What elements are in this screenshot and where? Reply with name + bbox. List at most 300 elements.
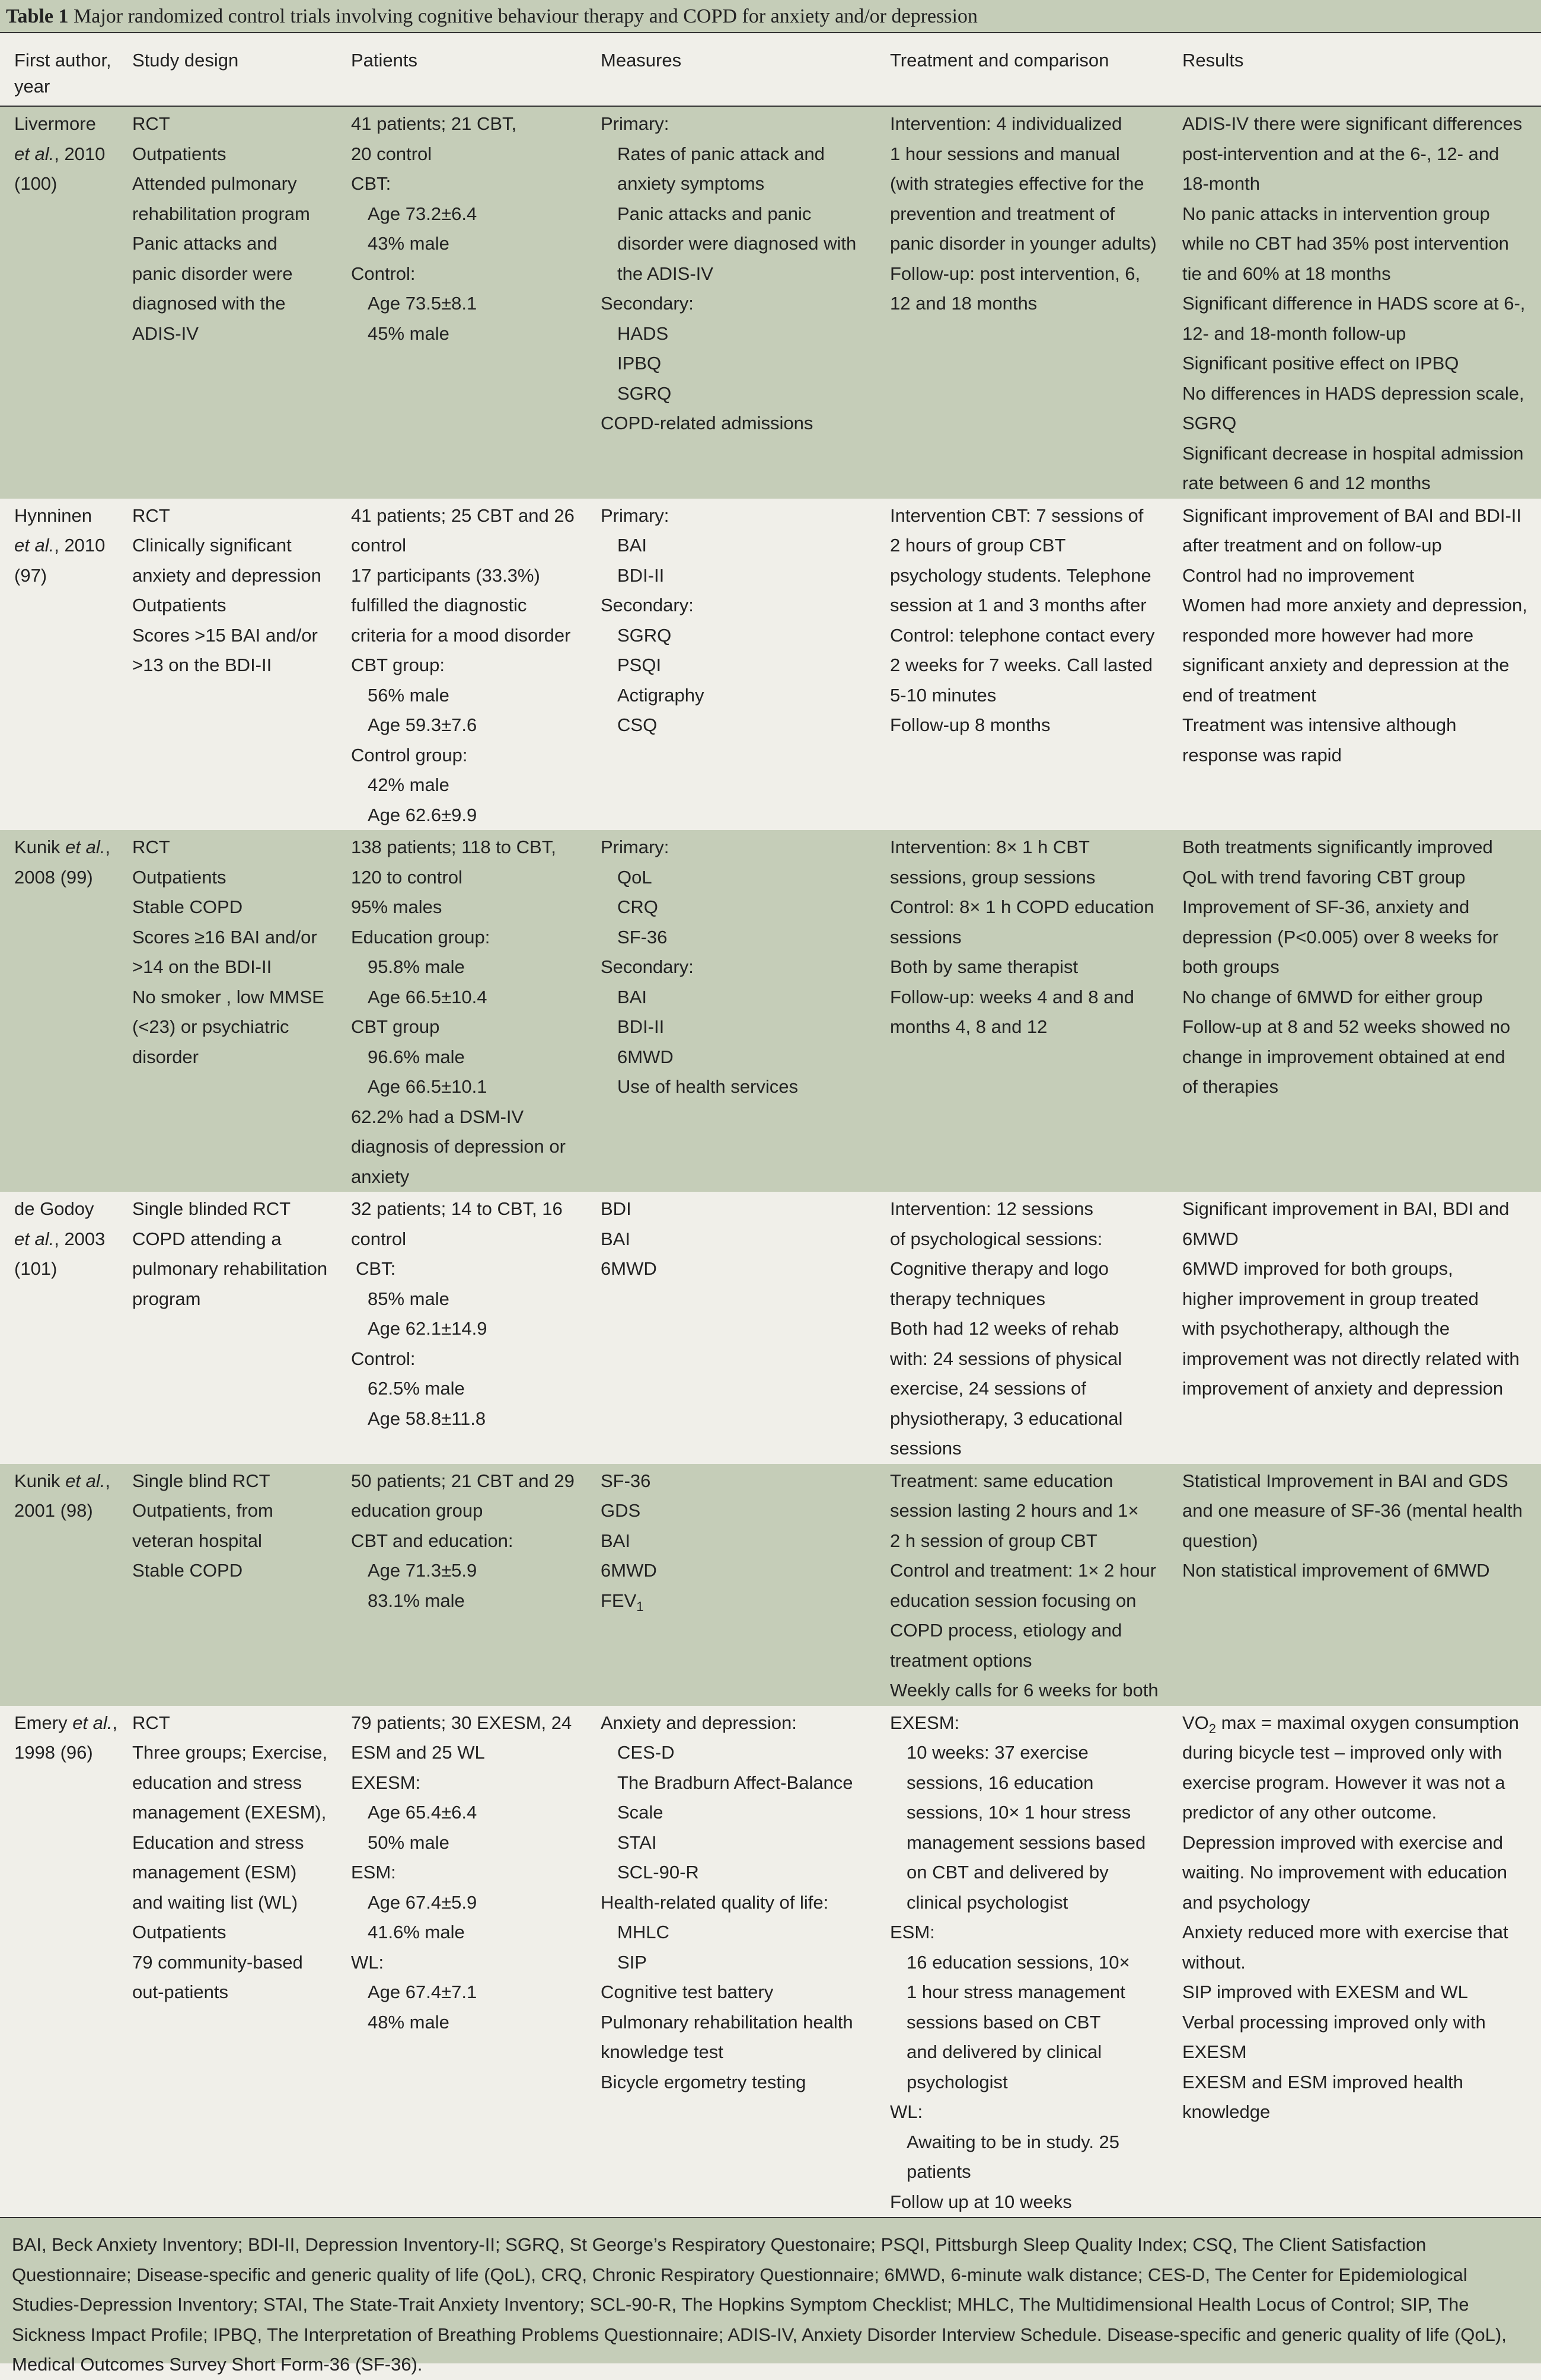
measures-line: BAI (601, 1530, 630, 1551)
treatment-line: Control and treatment: 1× 2 hour (890, 1560, 1156, 1581)
cell-treatment (876, 1464, 1168, 1706)
treatment-line: EXESM: (890, 1712, 960, 1733)
design-line: out-patients (132, 1982, 228, 2002)
treatment-line: and delivered by clinical (907, 2041, 1102, 2062)
measures-line: Cognitive test battery (601, 1982, 774, 2002)
measures-line: CSQ (617, 714, 658, 735)
patients-line: 83.1% male (368, 1590, 465, 1611)
measures-line: SGRQ (617, 382, 672, 404)
results-line: Depression improved with exercise and (1182, 1832, 1504, 1853)
design-line: management (EXESM), (132, 1802, 327, 1823)
measures-line: Actigraphy (617, 684, 704, 706)
results-line: knowledge (1182, 2101, 1271, 2122)
results-line: tie and 60% at 18 months (1182, 263, 1391, 284)
results-line: Follow-up at 8 and 52 weeks showed no (1182, 1016, 1511, 1037)
results-line: 6MWD (1182, 1228, 1239, 1249)
treatment-line: education session focusing on (890, 1590, 1137, 1611)
patients-line: Age 73.5±8.1 (368, 293, 477, 314)
treatment-line: ESM: (890, 1922, 935, 1942)
design-line: COPD attending a (132, 1228, 282, 1249)
cell-patients (337, 106, 586, 499)
results-line: Women had more anxiety and depression, (1182, 595, 1527, 615)
design-line: Education and stress (132, 1832, 304, 1853)
measures-line: Secondary: (601, 956, 694, 977)
treatment-line: management sessions based (907, 1832, 1146, 1853)
measures-line: $FEV_1$ (601, 1590, 644, 1614)
author-line: 2008 (99) (14, 866, 93, 888)
design-line: RCT (132, 1712, 170, 1733)
results-line: with psychotherapy, although the (1182, 1318, 1450, 1339)
treatment-line: sessions, 10× 1 hour stress (907, 1802, 1131, 1823)
patients-line: ESM: (351, 1862, 396, 1883)
treatment-line: physiotherapy, 3 educational (890, 1408, 1123, 1429)
cell-results (1168, 1464, 1541, 1706)
cell-results (1168, 1192, 1541, 1464)
cell-treatment (876, 1706, 1168, 2218)
patients-line: 20 control (351, 143, 432, 164)
patients-line: ESM and 25 WL (351, 1742, 485, 1763)
cell-treatment (876, 499, 1168, 831)
patients-line: Age 73.2±6.4 (368, 203, 477, 224)
results-line: Significant positive effect on IPBQ (1182, 353, 1459, 374)
measures-line: 6MWD (617, 1046, 674, 1067)
measures-line: HADS (617, 323, 669, 344)
treatment-line: 5-10 minutes (890, 684, 997, 706)
cell-author (0, 1464, 118, 1706)
measures-line: SF-36 (601, 1470, 651, 1491)
measures-line: SGRQ (617, 624, 672, 646)
treatment-line: Intervention: 4 individualized (890, 113, 1122, 134)
results-line: end of treatment (1182, 684, 1316, 706)
cell-measures (586, 106, 876, 499)
patients-line: 62.5% male (368, 1378, 465, 1399)
results-line: and one measure of SF-36 (mental health (1182, 1500, 1523, 1521)
table-footnote: BAI, Beck Anxiety Inventory; BDI-II, Depression Inventory-II; SGRQ, St George’s Respiratory Questonaire; PSQI, Pittsburgh Sleep Quality Index; CSQ, The Client Satisfaction Questionnaire; Disease-specific and generic quality of life (QoL), CRQ, Chronic Respiratory Questionnaire; 6MWD, 6-minute walk distance; CES-D, The Center for Epidemiological Studies-Depression Inventory; STAI, The State-Trait Anxiety Inventory; SCL-90-R, The Hopkins Symptom Checklist; MHLC, The Multidimensional Health Locus of Control; SIP, The Sickness Impact Profile; IPBQ, The Interpretation of Breathing Problems Questionnaire; ADIS-IV, Anxiety Disorder Interview Schedule. Disease-specific and generic quality of life (QoL), Medical Outcomes Survey Short Form-36 (SF-36). (0, 2217, 1541, 2363)
results-line: Control had no improvement (1182, 564, 1415, 586)
patients-line: Age 59.3±7.6 (368, 714, 477, 735)
design-line: anxiety and depression (132, 564, 321, 586)
measures-line: disorder were diagnosed with (617, 233, 857, 254)
design-line: Outpatients (132, 143, 226, 164)
measures-line: PSQI (617, 655, 662, 675)
measures-line: 6MWD (601, 1560, 657, 1581)
header-treatment: Treatment and comparison (890, 50, 1109, 71)
cell-patients (337, 1464, 586, 1706)
author-line: 2001 (98) (14, 1500, 93, 1521)
measures-line: Rates of panic attack and (617, 143, 825, 164)
header-row (0, 33, 1541, 106)
cell-treatment (876, 830, 1168, 1192)
results-line: Significant improvement of BAI and BDI-II (1182, 505, 1522, 526)
table-row (0, 1706, 1541, 2218)
treatment-line: 2 weeks for 7 weeks. Call lasted (890, 655, 1153, 675)
design-line: Attended pulmonary (132, 173, 297, 194)
author-line: Kunik et al., (14, 1470, 111, 1491)
results-line: Significant decrease in hospital admission (1182, 442, 1524, 464)
treatment-line: COPD process, etiology and (890, 1620, 1122, 1641)
treatment-line: Follow-up: weeks 4 and 8 and (890, 986, 1134, 1007)
patients-line: 42% male (368, 774, 449, 795)
cell-treatment (876, 1192, 1168, 1464)
cell-patients (337, 1706, 586, 2218)
results-line: Significant difference in HADS score at 6-, (1182, 293, 1526, 314)
results-line: change in improvement obtained at end (1182, 1046, 1505, 1067)
header-design: Study design (132, 50, 239, 71)
design-line: No smoker , low MMSE (132, 986, 324, 1007)
cell-design (118, 830, 337, 1192)
measures-line: CES-D (617, 1742, 675, 1763)
results-line: question) (1182, 1530, 1258, 1551)
treatment-line: sessions (890, 926, 962, 947)
author-line: (100) (14, 173, 58, 194)
table-caption (0, 0, 1541, 33)
header-measures: Measures (601, 50, 682, 71)
results-line: No panic attacks in intervention group (1182, 203, 1490, 224)
results-line: both groups (1182, 956, 1280, 977)
cell-measures (586, 1464, 876, 1706)
table-label: Table 1 (6, 5, 69, 27)
measures-line: CRQ (617, 897, 658, 917)
patients-line: Age 66.5±10.1 (368, 1076, 487, 1097)
treatment-line: 1 hour stress management (907, 1982, 1125, 2002)
design-line: >14 on the BDI-II (132, 956, 272, 977)
author-line: et al., 2010 (14, 143, 106, 164)
patients-line: 96.6% male (368, 1046, 465, 1067)
treatment-line: Follow up at 10 weeks (890, 2191, 1072, 2212)
treatment-line: 16 education sessions, 10× (907, 1951, 1130, 1973)
patients-line: 85% male (368, 1288, 449, 1309)
results-line: $VO_2$ max = maximal oxygen consumption (1182, 1712, 1519, 1736)
patients-line: CBT group (351, 1016, 440, 1037)
measures-line: Primary: (601, 837, 669, 857)
design-line: Single blind RCT (132, 1470, 270, 1491)
results-line: exercise program. However it was not a (1182, 1772, 1505, 1793)
results-line: of therapies (1182, 1076, 1278, 1097)
treatment-line: Treatment: same education (890, 1470, 1114, 1491)
patients-line: 50 patients; 21 CBT and 29 (351, 1470, 575, 1491)
treatment-line: WL: (890, 2101, 923, 2122)
treatment-line: patients (907, 2161, 971, 2182)
design-line: RCT (132, 837, 170, 857)
treatment-line: sessions (890, 1438, 962, 1459)
cell-design (118, 499, 337, 831)
patients-line: CBT: (356, 1258, 396, 1279)
results-line: improvement was not directly related with (1182, 1348, 1520, 1369)
patients-line: Age 62.1±14.9 (368, 1318, 487, 1339)
measures-line: SF-36 (617, 926, 668, 947)
table-row (0, 1192, 1541, 1464)
measures-line: the ADIS-IV (617, 263, 713, 284)
design-line: diagnosed with the (132, 293, 286, 314)
results-line: Treatment was intensive although (1182, 714, 1457, 735)
treatment-line: psychologist (907, 2071, 1008, 2092)
patients-line: Age 65.4±6.4 (368, 1802, 477, 1823)
treatment-line: Both by same therapist (890, 956, 1079, 977)
measures-line: MHLC (617, 1922, 669, 1942)
design-line: disorder (132, 1046, 199, 1067)
design-line: Three groups; Exercise, (132, 1742, 328, 1763)
measures-line: BAI (617, 535, 647, 556)
measures-line: Bicycle ergometry testing (601, 2071, 806, 2092)
cell-design (118, 106, 337, 499)
results-line: EXESM (1182, 2041, 1247, 2062)
design-line: pulmonary rehabilitation (132, 1258, 328, 1279)
cell-patients (337, 1192, 586, 1464)
patients-line: control (351, 535, 407, 556)
treatment-line: psychology students. Telephone (890, 564, 1151, 586)
cell-author (0, 499, 118, 831)
treatment-line: exercise, 24 sessions of (890, 1378, 1086, 1399)
patients-line: EXESM: (351, 1772, 421, 1793)
patients-line: CBT group: (351, 655, 445, 675)
treatment-line: treatment options (890, 1650, 1032, 1671)
treatment-line: prevention and treatment of (890, 203, 1115, 224)
patients-line: 50% male (368, 1832, 449, 1853)
results-line: improvement of anxiety and depression (1182, 1378, 1504, 1399)
table-row (0, 499, 1541, 831)
cell-measures (586, 1706, 876, 2218)
measures-line: knowledge test (601, 2041, 723, 2062)
measures-line: The Bradburn Affect-Balance (617, 1772, 853, 1793)
patients-line: control (351, 1228, 407, 1249)
cell-author (0, 106, 118, 499)
results-line: No differences in HADS depression scale, (1182, 382, 1524, 404)
treatment-line: Follow-up: post intervention, 6, (890, 263, 1141, 284)
treatment-line: 2 hours of group CBT (890, 535, 1066, 556)
results-line: after treatment and on follow-up (1182, 535, 1442, 556)
measures-line: BAI (617, 986, 647, 1007)
design-line: Clinically significant (132, 535, 292, 556)
results-line: 18-month (1182, 173, 1260, 194)
cell-results (1168, 830, 1541, 1192)
patients-line: fulfilled the diagnostic (351, 595, 527, 615)
treatment-line: Weekly calls for 6 weeks for both (890, 1680, 1159, 1701)
design-line: Scores >15 BAI and/or (132, 624, 318, 646)
measures-line: Panic attacks and panic (617, 203, 812, 224)
header-author: First author, year (14, 50, 111, 97)
header-patients: Patients (351, 50, 418, 71)
patients-line: Age 58.8±11.8 (368, 1408, 486, 1429)
author-line: Hynninen (14, 505, 92, 526)
measures-line: Health-related quality of life: (601, 1891, 829, 1913)
author-line: et al., 2003 (14, 1228, 106, 1249)
table-row (0, 1464, 1541, 1706)
design-line: Outpatients (132, 866, 226, 888)
patients-line: diagnosis of depression or (351, 1136, 566, 1157)
design-line: education and stress (132, 1772, 302, 1793)
treatment-line: Both had 12 weeks of rehab (890, 1318, 1119, 1339)
measures-line: STAI (617, 1832, 657, 1853)
results-line: response was rapid (1182, 744, 1342, 765)
results-line: waiting. No improvement with education (1182, 1862, 1507, 1883)
cell-measures (586, 830, 876, 1192)
cell-patients (337, 499, 586, 831)
design-line: management (ESM) (132, 1862, 297, 1883)
design-line: Stable COPD (132, 1560, 243, 1581)
patients-line: 120 to control (351, 866, 462, 888)
measures-line: IPBQ (617, 353, 662, 374)
design-line: Single blinded RCT (132, 1198, 291, 1219)
results-line: rate between 6 and 12 months (1182, 473, 1431, 493)
patients-line: 41 patients; 21 CBT, (351, 113, 517, 134)
results-line: SGRQ (1182, 413, 1237, 433)
treatment-line: 2 h session of group CBT (890, 1530, 1097, 1551)
design-line: panic disorder were (132, 263, 293, 284)
patients-line: WL: (351, 1951, 384, 1973)
results-line: and psychology (1182, 1891, 1310, 1913)
cell-results (1168, 499, 1541, 831)
patients-line: 41.6% male (368, 1922, 465, 1942)
table-row (0, 106, 1541, 499)
results-line: significant anxiety and depression at the (1182, 655, 1510, 675)
measures-line: BDI-II (617, 564, 665, 586)
header-results: Results (1182, 50, 1244, 71)
author-line: 1998 (96) (14, 1742, 93, 1763)
treatment-line: Intervention CBT: 7 sessions of (890, 505, 1144, 526)
measures-line: Pulmonary rehabilitation health (601, 2011, 853, 2033)
author-line: (101) (14, 1258, 58, 1279)
measures-line: Secondary: (601, 293, 694, 314)
treatment-line: 1 hour sessions and manual (890, 143, 1120, 164)
patients-line: Control group: (351, 744, 468, 765)
design-line: rehabilitation program (132, 203, 310, 224)
results-line: Improvement of SF-36, anxiety and (1182, 897, 1470, 917)
author-line: (97) (14, 564, 47, 586)
patients-line: 95% males (351, 897, 442, 917)
patients-line: 95.8% male (368, 956, 465, 977)
treatment-line: sessions, 16 education (907, 1772, 1094, 1793)
results-line: Anxiety reduced more with exercise that (1182, 1922, 1508, 1942)
measures-line: BDI-II (617, 1016, 665, 1037)
measures-line: Anxiety and depression: (601, 1712, 797, 1733)
design-line: veteran hospital (132, 1530, 262, 1551)
design-line: RCT (132, 113, 170, 134)
treatment-line: Control: 8× 1 h COPD education (890, 897, 1154, 917)
results-line: ADIS-IV there were significant differences (1182, 113, 1523, 134)
treatment-line: 12 and 18 months (890, 293, 1038, 314)
patients-line: 62.2% had a DSM-IV (351, 1106, 524, 1127)
treatment-line: Cognitive therapy and logo (890, 1258, 1109, 1279)
measures-line: anxiety symptoms (617, 173, 765, 194)
results-line: post-intervention and at the 6-, 12- and (1182, 143, 1499, 164)
measures-line: 6MWD (601, 1258, 657, 1279)
treatment-line: with: 24 sessions of physical (890, 1348, 1122, 1369)
results-line: QoL with trend favoring CBT group (1182, 866, 1466, 888)
patients-line: Age 67.4±5.9 (368, 1891, 477, 1913)
treatment-line: 10 weeks: 37 exercise (907, 1742, 1089, 1763)
results-line: SIP improved with EXESM and WL (1182, 1982, 1468, 2002)
design-line: >13 on the BDI-II (132, 655, 272, 675)
measures-line: Scale (617, 1802, 663, 1823)
patients-line: 79 patients; 30 EXESM, 24 (351, 1712, 572, 1733)
cell-author (0, 1706, 118, 2218)
author-line: et al., 2010 (14, 535, 106, 556)
patients-line: Control: (351, 1348, 416, 1369)
results-line: 12- and 18-month follow-up (1182, 323, 1406, 344)
cell-author (0, 1192, 118, 1464)
author-line: de Godoy (14, 1198, 94, 1219)
results-line: predictor of any other outcome. (1182, 1802, 1437, 1823)
results-line: Both treatments significantly improved (1182, 837, 1493, 857)
results-line: higher improvement in group treated (1182, 1288, 1479, 1309)
treatment-line: Awaiting to be in study. 25 (907, 2131, 1120, 2152)
results-line: Significant improvement in BAI, BDI and (1182, 1198, 1510, 1219)
patients-line: anxiety (351, 1166, 410, 1187)
results-line: during bicycle test – improved only with (1182, 1742, 1502, 1763)
design-line: program (132, 1288, 201, 1309)
measures-line: Secondary: (601, 595, 694, 615)
cell-author (0, 830, 118, 1192)
patients-line: 43% male (368, 233, 449, 254)
design-line: Outpatients, from (132, 1500, 273, 1521)
treatment-line: Intervention: 12 sessions (890, 1198, 1093, 1219)
patients-line: CBT and education: (351, 1530, 513, 1551)
treatment-line: session lasting 2 hours and 1× (890, 1500, 1139, 1521)
results-line: Statistical Improvement in BAI and GDS (1182, 1470, 1508, 1491)
author-line: Livermore (14, 113, 96, 134)
results-line: without. (1182, 1951, 1246, 1973)
cell-treatment (876, 106, 1168, 499)
measures-line: GDS (601, 1500, 641, 1521)
patients-line: 32 patients; 14 to CBT, 16 (351, 1198, 563, 1219)
measures-line: SCL-90-R (617, 1862, 699, 1883)
design-line: Stable COPD (132, 897, 243, 917)
patients-line: 138 patients; 118 to CBT, (351, 837, 556, 857)
treatment-line: on CBT and delivered by (907, 1862, 1109, 1883)
patients-line: Age 71.3±5.9 (368, 1560, 477, 1581)
trials-table (0, 33, 1541, 2217)
results-line: while no CBT had 35% post intervention (1182, 233, 1509, 254)
results-line: Verbal processing improved only with (1182, 2011, 1486, 2033)
results-line: depression (P<0.005) over 8 weeks for (1182, 926, 1499, 947)
treatment-line: Control: telephone contact every (890, 624, 1155, 646)
patients-line: 45% male (368, 323, 449, 344)
treatment-line: Intervention: 8× 1 h CBT (890, 837, 1090, 857)
table-title: Major randomized control trials involving cognitive behaviour therapy and COPD for anxiety and/or depression (74, 5, 978, 27)
treatment-line: months 4, 8 and 12 (890, 1016, 1048, 1037)
results-line: Non statistical improvement of 6MWD (1182, 1560, 1490, 1581)
treatment-line: therapy techniques (890, 1288, 1045, 1309)
cell-results (1168, 1706, 1541, 2218)
cell-measures (586, 1192, 876, 1464)
patients-line: CBT: (351, 173, 391, 194)
measures-line: QoL (617, 866, 652, 888)
results-line: responded more however had more (1182, 624, 1474, 646)
treatment-line: sessions, group sessions (890, 866, 1096, 888)
patients-line: Age 67.4±7.1 (368, 1982, 477, 2002)
cell-design (118, 1464, 337, 1706)
measures-line: BDI (601, 1198, 631, 1219)
design-line: RCT (132, 505, 170, 526)
patients-line: 41 patients; 25 CBT and 26 (351, 505, 575, 526)
measures-line: COPD-related admissions (601, 413, 813, 433)
treatment-line: session at 1 and 3 months after (890, 595, 1147, 615)
treatment-line: of psychological sessions: (890, 1228, 1103, 1249)
patients-line: Age 62.6±9.9 (368, 804, 477, 825)
design-line: (<23) or psychiatric (132, 1016, 289, 1037)
results-line: No change of 6MWD for either group (1182, 986, 1483, 1007)
design-line: Outpatients (132, 595, 226, 615)
cell-results (1168, 106, 1541, 499)
patients-line: Age 66.5±10.4 (368, 986, 487, 1007)
design-line: 79 community-based (132, 1951, 303, 1973)
design-line: Scores ≥16 BAI and/or (132, 926, 317, 947)
measures-line: BAI (601, 1228, 630, 1249)
design-line: Outpatients (132, 1922, 226, 1942)
treatment-line: clinical psychologist (907, 1891, 1068, 1913)
measures-line: Primary: (601, 505, 669, 526)
cell-design (118, 1192, 337, 1464)
